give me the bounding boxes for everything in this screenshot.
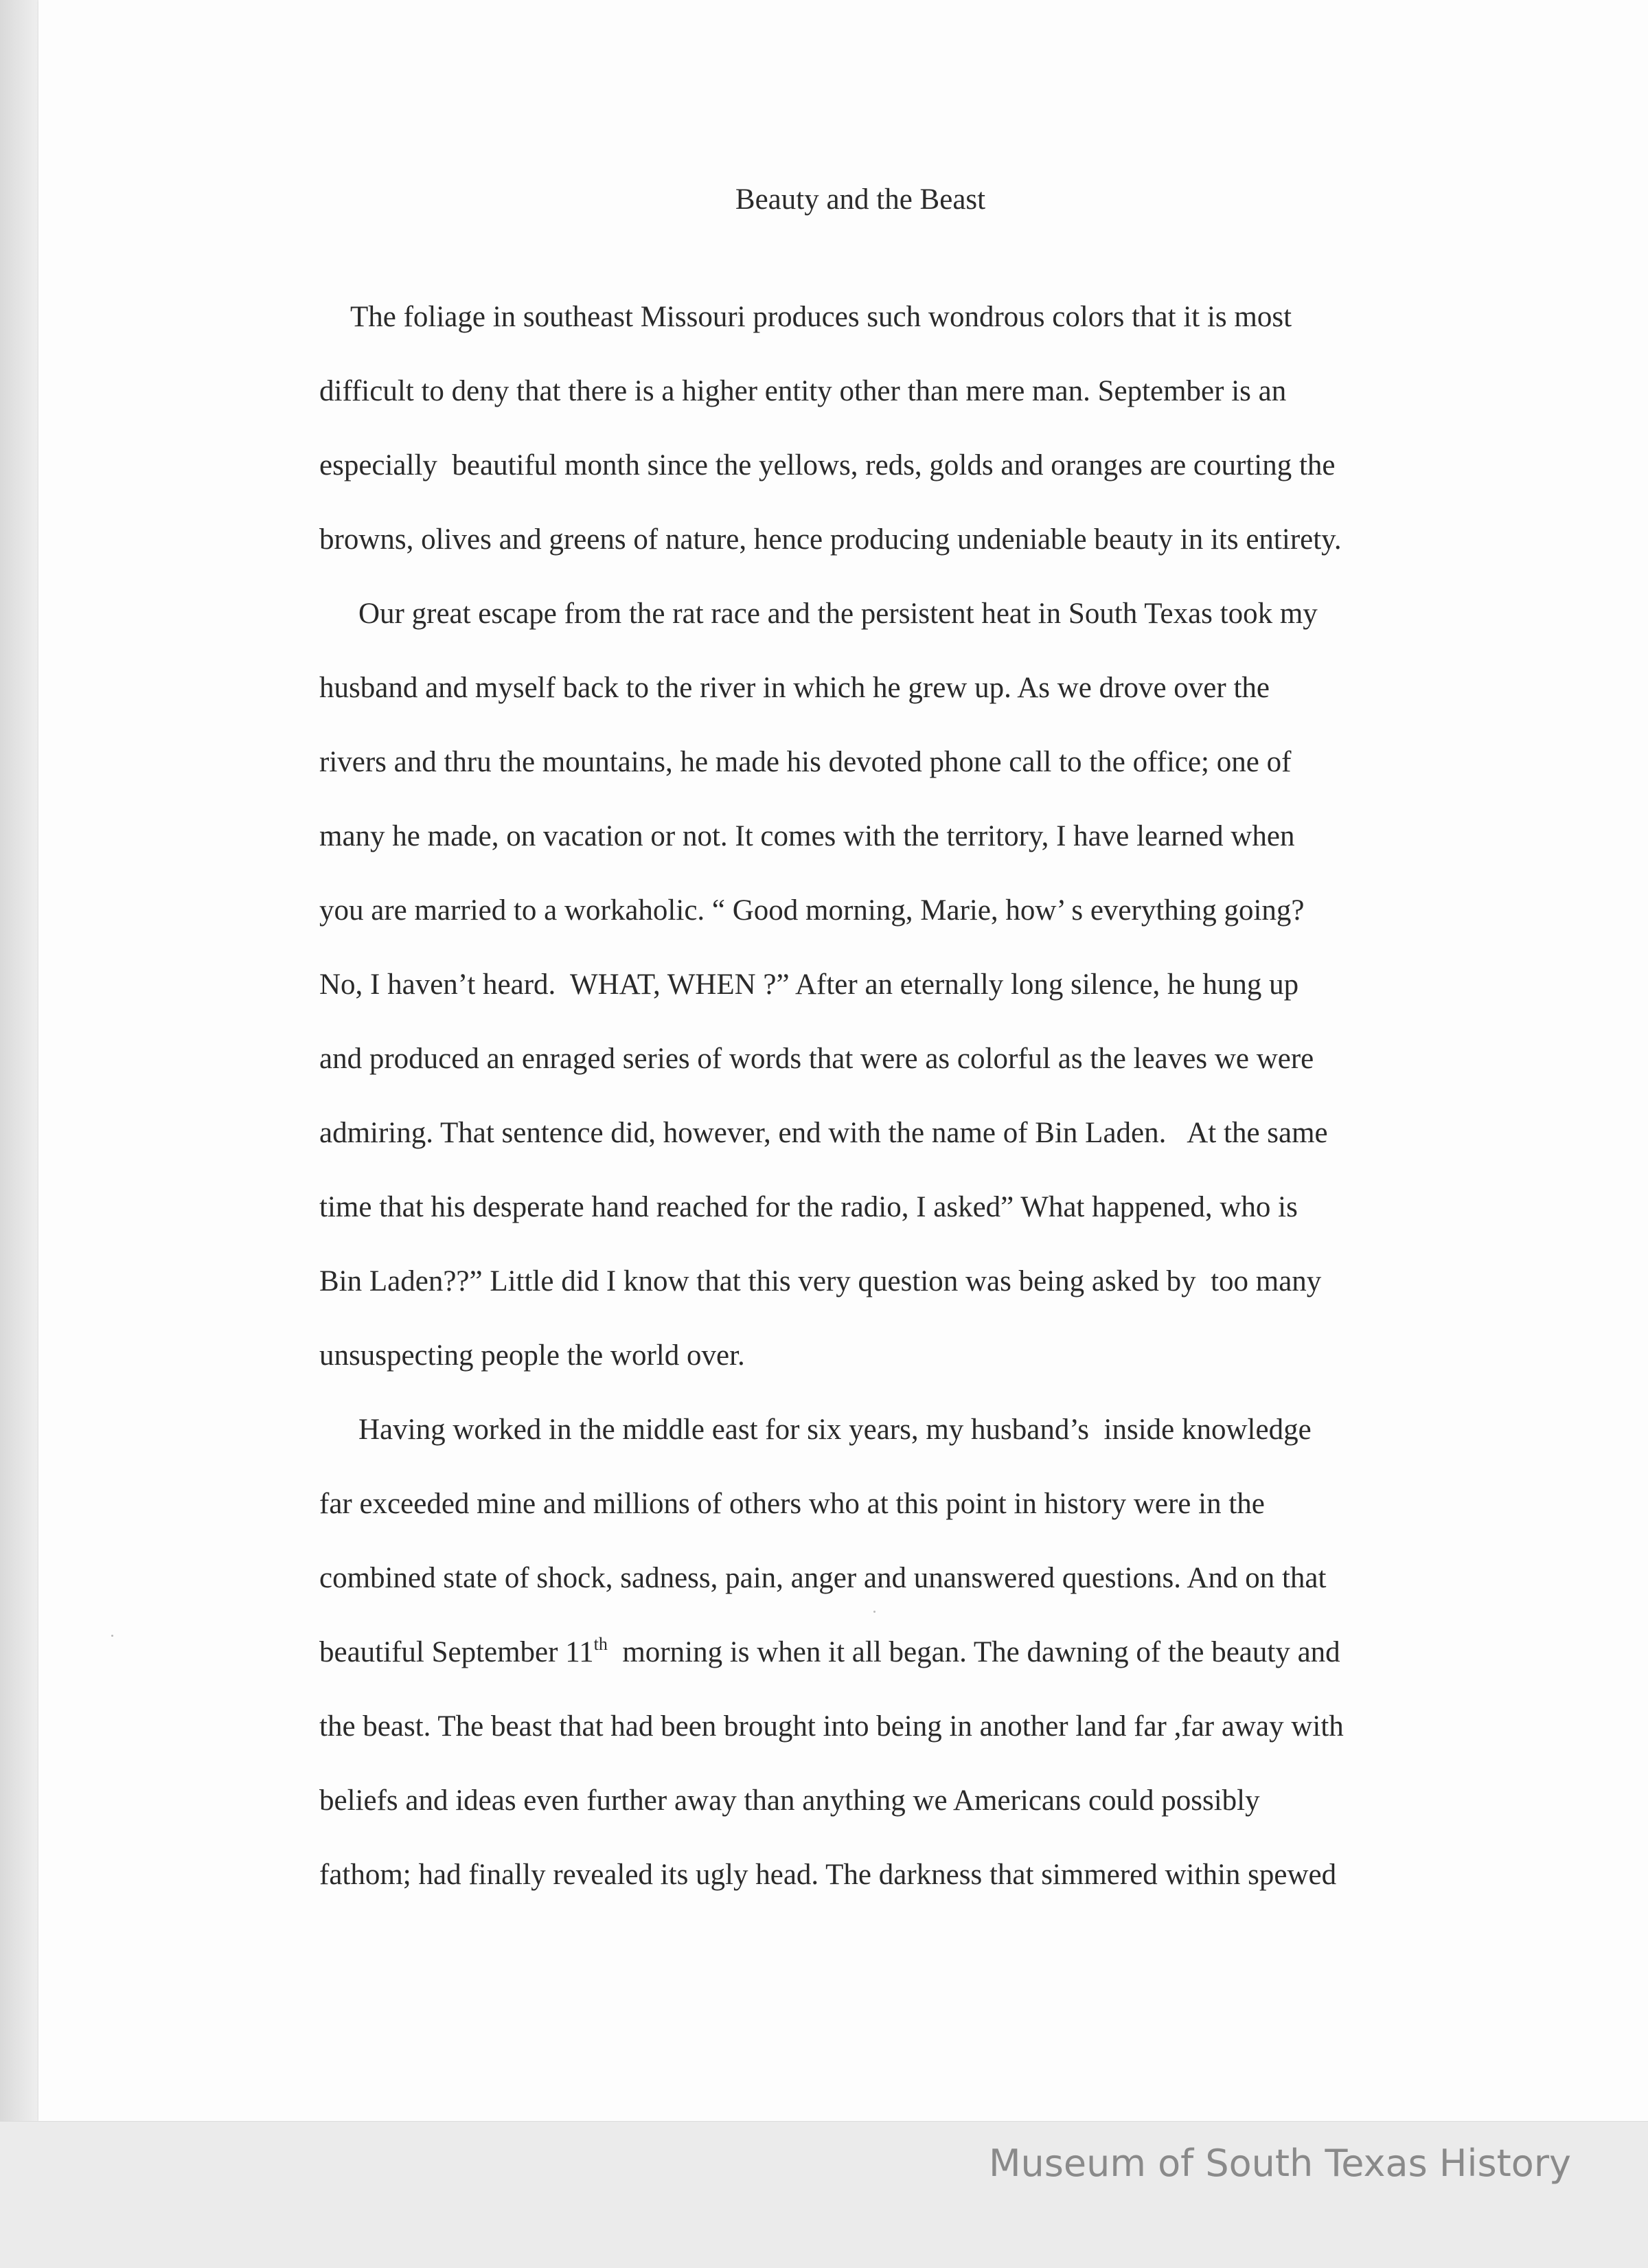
- paper-shadow-edge: [0, 0, 38, 2121]
- text-line-19-start: beautiful September 11: [319, 1636, 594, 1668]
- text-line-17: far exceeded mine and millions of others who at this point in history were in the: [319, 1488, 1265, 1520]
- text-line-9: you are married to a workaholic. “ Good morning, Marie, how’ s everything going?: [319, 894, 1305, 927]
- text-line-2: difficult to deny that there is a higher entity other than mere man. September is an: [319, 375, 1287, 407]
- text-line-20: the beast. The beast that had been brought into being in another land far ,far away with: [319, 1710, 1344, 1743]
- text-line-3: especially beautiful month since the yellows, reds, golds and oranges are courting the: [319, 449, 1336, 481]
- text-line-19: [319, 1633, 1487, 1672]
- text-line-16: Having worked in the middle east for six years, my husband’s inside knowledge: [358, 1414, 1312, 1446]
- text-line-10: No, I haven’t heard. WHAT, WHEN ?” After an eternally long silence, he hung up: [319, 968, 1299, 1001]
- text-line-5: Our great escape from the rat race and the persistent heat in South Texas took my: [358, 598, 1318, 630]
- text-line-14: Bin Laden??” Little did I know that this very question was being asked by too many: [319, 1265, 1322, 1297]
- scan-speck: [873, 1611, 876, 1613]
- text-line-7: rivers and thru the mountains, he made his devoted phone call to the office; one of: [319, 746, 1292, 778]
- text-line-8: many he made, on vacation or not. It comes with the territory, I have learned when: [319, 820, 1295, 852]
- text-line-19-end: morning is when it all began. The dawning of the beauty and: [607, 1636, 1340, 1668]
- text-line-12: admiring. That sentence did, however, end with the name of Bin Laden. At the same: [319, 1117, 1328, 1149]
- text-line-21: beliefs and ideas even further away than anything we Americans could possibly: [319, 1784, 1260, 1817]
- text-line-15: unsuspecting people the world over.: [319, 1339, 745, 1372]
- text-line-18: combined state of shock, sadness, pain, anger and unanswered questions. And on that: [319, 1562, 1327, 1594]
- ordinal-superscript: th: [593, 1633, 608, 1654]
- text-line-22: fathom; had finally revealed its ugly head. The darkness that simmered within spewed: [319, 1859, 1337, 1891]
- text-line-11: and produced an enraged series of words that were as colorful as the leaves we were: [319, 1043, 1314, 1075]
- text-line-1: The foliage in southeast Missouri produces such wondrous colors that it is most: [343, 301, 1292, 333]
- text-line-13: time that his desperate hand reached for the radio, I asked” What happened, who is: [319, 1191, 1298, 1223]
- museum-watermark: Museum of South Texas History: [988, 2142, 1571, 2185]
- text-line-4: browns, olives and greens of nature, hence producing undeniable beauty in its entirety.: [319, 523, 1342, 556]
- text-line-6: husband and myself back to the river in which he grew up. As we drove over the: [319, 672, 1270, 704]
- document-title: Beauty and the Beast: [735, 183, 986, 216]
- scan-speck: [111, 1635, 113, 1637]
